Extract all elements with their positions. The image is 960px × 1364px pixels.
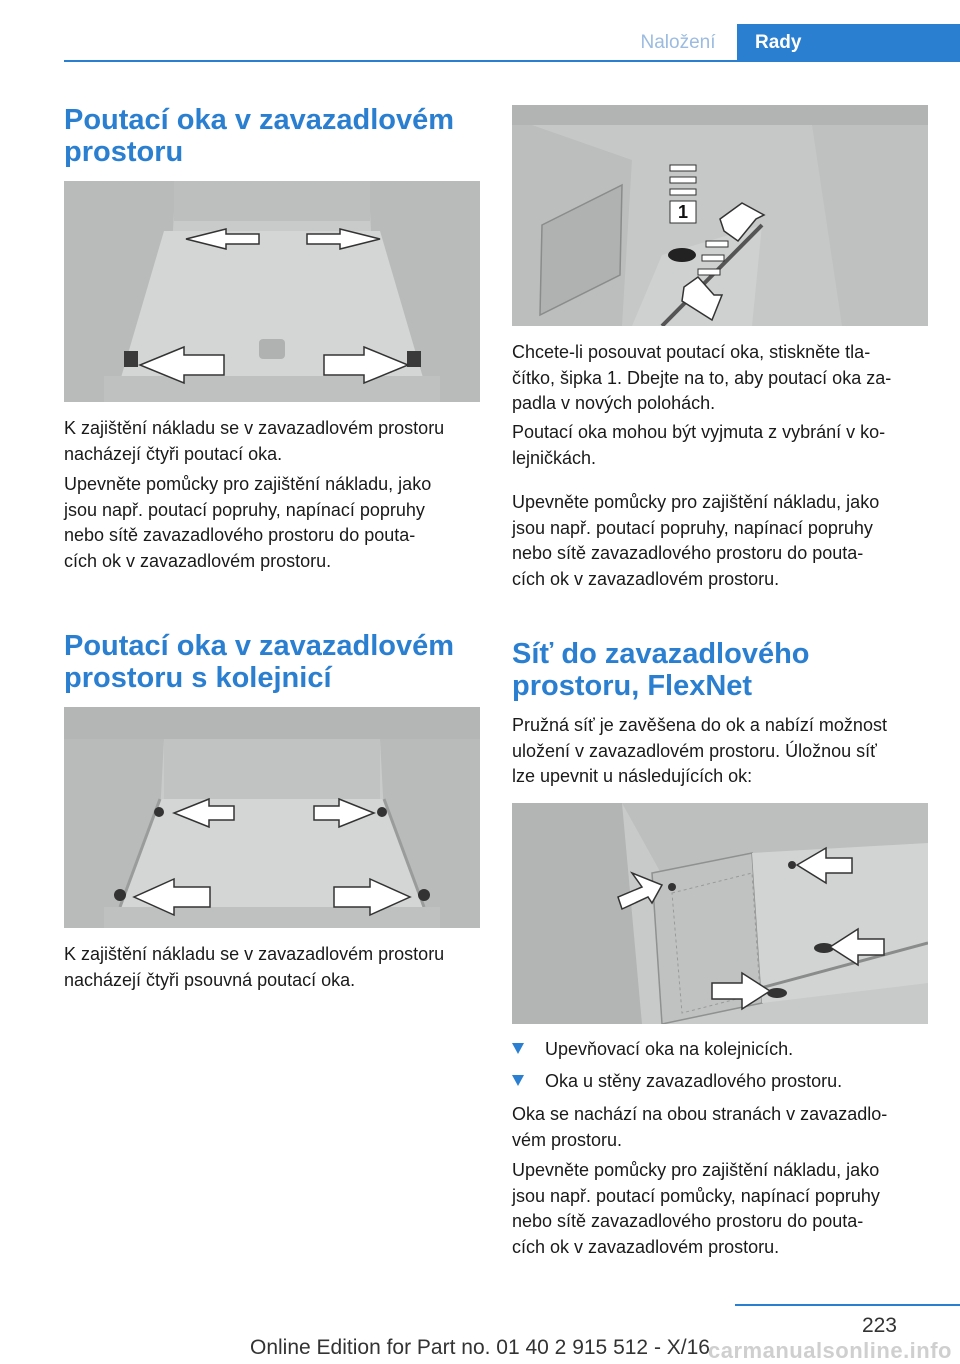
text-line: uložení v zavazadlovém prostoru. Úložnou síť	[512, 740, 877, 761]
title-line: prostoru	[64, 136, 184, 168]
title-line: prostoru s kolejnicí	[64, 662, 332, 694]
text-line: padla v nových polohách.	[512, 393, 716, 413]
text-line: nebo sítě zavazadlového prostoru do pouta‐	[64, 525, 416, 545]
title-line: prostoru, FlexNet	[512, 670, 753, 702]
text-line: Upevněte pomůcky pro zajištění nákladu, jako	[512, 1160, 880, 1180]
cargo-area-rail-photo	[64, 707, 480, 928]
text-line: jsou např. poutací popruhy, napínací popruhy	[512, 517, 873, 538]
triangle-bullet-icon	[512, 1043, 524, 1054]
triangle-bullet-icon	[512, 1075, 524, 1086]
text-line: nacházejí čtyři psouvná poutací oka.	[64, 969, 356, 990]
paragraph	[512, 420, 928, 471]
text-line: jsou např. poutací pomůcky, napínací popruhy	[512, 1185, 880, 1206]
paragraph	[512, 1158, 928, 1260]
text-line: Chcete-li posouvat poutací oka, stiskněte tla‐	[512, 342, 871, 362]
text-line: Pružná síť je zavěšena do ok a nabízí možnost	[512, 715, 887, 735]
text-line: nacházejí čtyři poutací oka.	[64, 443, 283, 464]
watermark: carmanualsonline.info	[708, 1338, 952, 1363]
paragraph	[512, 713, 928, 790]
text-line: nebo sítě zavazadlového prostoru do pouta‐	[512, 1211, 864, 1231]
section-title-flexnet	[512, 638, 928, 702]
text-line: K zajištění nákladu se v zavazadlovém prostoru	[64, 944, 445, 964]
text-line: cích ok v zavazadlovém prostoru.	[512, 568, 780, 589]
text-line: Upevněte pomůcky pro zajištění nákladu, jako	[512, 492, 880, 512]
text-line: jsou např. poutací popruhy, napínací popruhy	[64, 499, 425, 520]
list-item-text: Oka u stěny zavazadlového prostoru.	[545, 1071, 843, 1091]
section-title-tie-down-eyes	[64, 104, 480, 168]
title-line: Poutací oka v zavazadlovém	[64, 630, 455, 662]
text-line: vém prostoru.	[512, 1129, 623, 1150]
text-line: lze upevnit u následujících ok:	[512, 766, 753, 786]
text-line: nebo sítě zavazadlového prostoru do pouta‐	[512, 543, 864, 563]
section-title-tie-down-eyes-rail	[64, 630, 480, 694]
paragraph	[64, 472, 480, 574]
tab-rady[interactable]: Rady	[737, 24, 960, 62]
paragraph	[512, 340, 928, 417]
text-line: Oka se nachází na obou stranách v zavazadlo‐	[512, 1104, 888, 1124]
text-line: Poutací oka mohou být vyjmuta z vybrání v ko‐	[512, 422, 886, 442]
title-line: Poutací oka v zavazadlovém	[64, 104, 455, 136]
flexnet-photo	[512, 803, 928, 1024]
cargo-area-photo	[64, 181, 480, 402]
rail-button-photo	[512, 105, 928, 326]
text-line: čítko, šipka 1. Dbejte na to, aby poutací oka za‐	[512, 367, 892, 388]
text-line: Upevněte pomůcky pro zajištění nákladu, jako	[64, 474, 432, 494]
page-number: 223	[861, 1314, 897, 1337]
paragraph	[512, 1102, 928, 1153]
callout-number: 1	[677, 202, 689, 222]
text-line: K zajištění nákladu se v zavazadlovém prostoru	[64, 418, 445, 438]
text-line: lejničkách.	[512, 447, 597, 468]
text-line: cích ok v zavazadlovém prostoru.	[512, 1236, 780, 1257]
title-line: Síť do zavazadlového	[512, 638, 810, 670]
text-line: cích ok v zavazadlovém prostoru.	[64, 550, 332, 571]
edition-text: Online Edition for Part no. 01 40 2 915 512 - X/16	[250, 1336, 710, 1359]
paragraph	[64, 942, 480, 993]
paragraph	[64, 416, 480, 467]
paragraph	[512, 490, 928, 592]
tab-nalozeni[interactable]: Naložení	[640, 32, 716, 53]
list-item-text: Upevňovací oka na kolejnicích.	[545, 1039, 794, 1059]
footer-rule	[735, 1304, 960, 1306]
